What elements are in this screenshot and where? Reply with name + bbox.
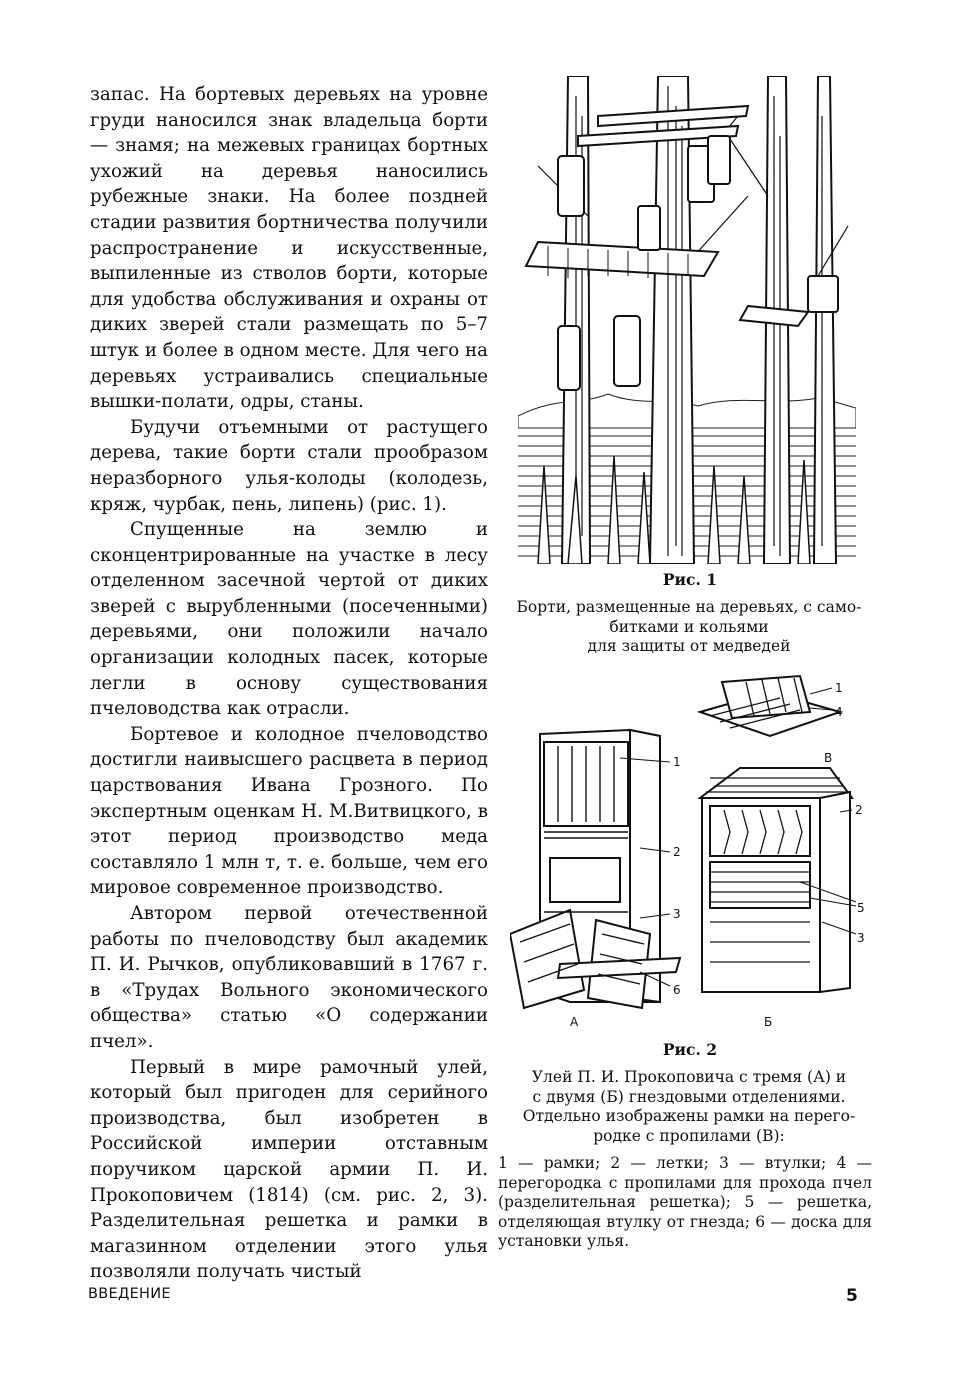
label-4: 4 (835, 705, 843, 719)
prokopovich-hive-drawing (510, 672, 872, 1034)
label-1-v: 1 (835, 681, 843, 695)
body-text-column (90, 82, 488, 1285)
paragraph-1: запас. На бортевых деревьях на уровне груди наносился знак владельца борти — знамя; на межевых границах бортных ухожий на деревья наносились рубежные знаки. На более поздней стадии развития бортничества получили распространение и искусственные, выпиленные из стволов борти, которые для удобства обслуживания и охраны от диких зверей стали размещать по 5–7 штук и более в одном месте. Для чего на деревьях устраивались специальные вышки-полати, одры, станы. (90, 84, 488, 413)
figure-2-caption-line-2: с двумя (Б) гнездовыми отделениями. (532, 1087, 846, 1106)
label-6: 6 (673, 983, 681, 997)
paragraph-4: Бортевое и колодное пчеловодство достигли наивысшего расцвета в период царствования Ивана Грозного. По экспертным оценкам Н. М.Витвицкого, в этот период производство меда составляло 1 млн т, т. е. больше, чем его мировое современное производство. (90, 723, 488, 899)
figure-2-illustration (510, 672, 872, 1034)
label-2-b: 2 (855, 803, 863, 817)
label-2-a: 2 (673, 845, 681, 859)
label-5: 5 (857, 901, 865, 915)
figure-2-caption (496, 1068, 882, 1146)
figure-2-caption-line-3: Отдельно изображены рамки на перего- (522, 1107, 856, 1125)
running-footer-section: ВВЕДЕНИЕ (88, 1286, 171, 1302)
figure-1-caption-line-2: битками и кольями (609, 617, 769, 636)
figure-1-title: Рис. 1 (662, 570, 718, 589)
paragraph-6: Первый в мире рамочный улей, который был пригоден для серийного производства, был изобретен в Российской империи отставным поручиком царской армии П. И. Прокоповичем (1814) (см. рис. 2, 3). Разделительная решетка и рамки в магазинном отделении этого улья позволяли получать чистый (90, 1056, 488, 1283)
label-v: В (824, 751, 833, 765)
label-3-b: 3 (857, 931, 865, 945)
figure-1-caption (496, 598, 882, 657)
figure-1-caption-line-3: для защиты от медведей (587, 637, 791, 655)
figure-2-legend: 1 — рамки; 2 — летки; 3 — втулки; 4 — перегородка с пропилами для прохода пчел (разделительная решетка); 5 — решетка, отделяющая втулку от гнезда; 6 — доска для установки улья. (498, 1154, 872, 1250)
page-number: 5 (846, 1286, 858, 1306)
figure-2-caption-line-1: Улей П. И. Прокоповича с тремя (А) и (531, 1068, 847, 1086)
label-b: Б (764, 1015, 773, 1029)
figure-1-illustration (518, 76, 856, 564)
figure-2-title: Рис. 2 (662, 1040, 718, 1059)
label-a: А (570, 1015, 579, 1029)
paragraph-2: Будучи отъемными от растущего дерева, такие борти стали прообразом неразборного улья-колоды (колодезь, кряж, чурбак, пень, липень) (рис. 1). (90, 416, 488, 515)
label-3-a: 3 (673, 907, 681, 921)
paragraph-3: Спущенные на землю и сконцентрированные на участке в лесу отделенном засечной чертой от диких зверей с вырубленными (посеченными) деревьями, они положили начало организации колодных пасек, которые легли в основу существования пчеловодства как отрасли. (90, 519, 488, 720)
tree-hives-drawing (518, 76, 856, 564)
label-1-a: 1 (673, 755, 681, 769)
figure-1-caption-line-1: Борти, размещенные на деревьях, с само- (516, 598, 862, 616)
paragraph-5: Автором первой отечественной работы по пчеловодству был академик П. И. Рычков, опубликовавший в 1767 г. в «Трудах Вольного экономического общества» статью «О содержании пчел». (90, 903, 488, 1052)
figure-2-caption-line-4: родке с пропилами (В): (593, 1126, 785, 1145)
